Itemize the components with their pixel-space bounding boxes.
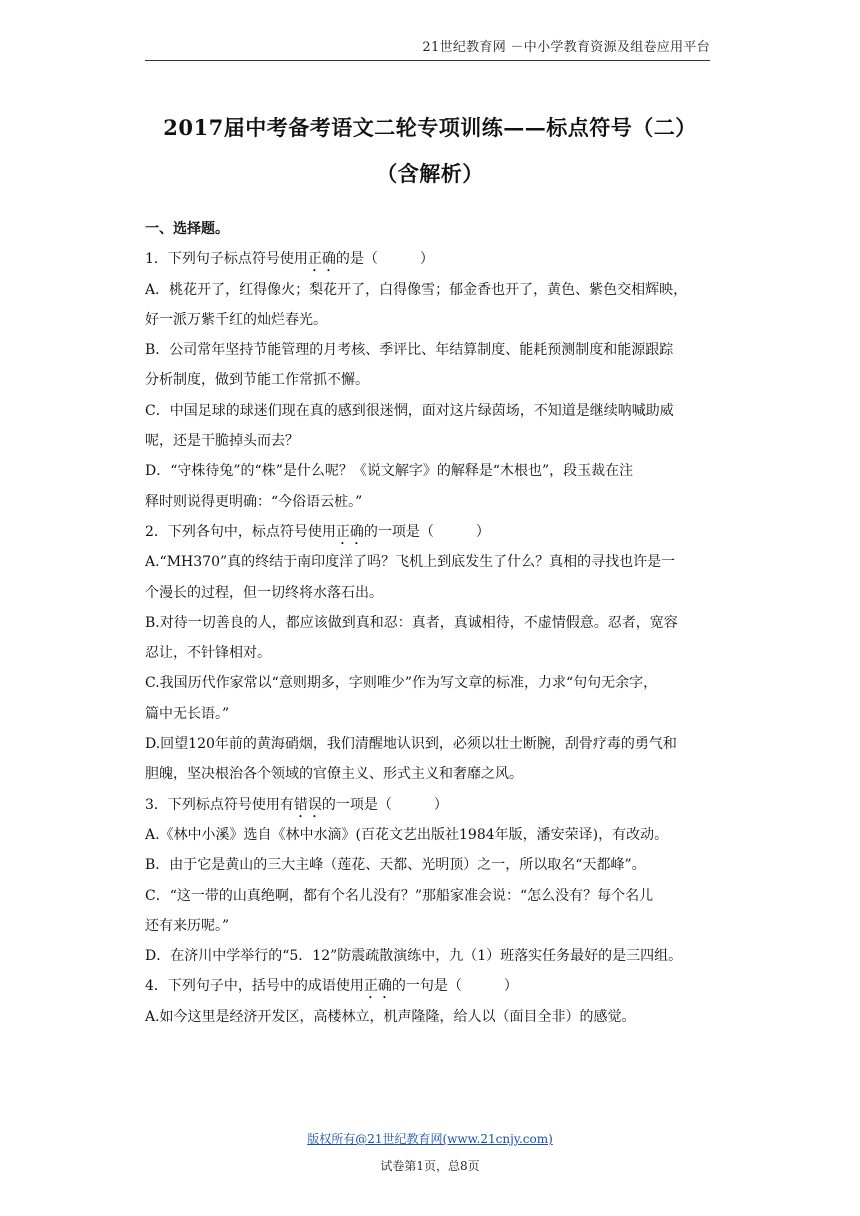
document-subtitle: （含解析） bbox=[376, 161, 484, 186]
question-1-option-c-cont: 呢，还是干脆掉头而去？ bbox=[145, 433, 299, 450]
question-1-stem bbox=[145, 244, 717, 274]
stem-text: 3．下列标点符号使用有 bbox=[145, 796, 294, 813]
question-2-option-c-cont: 篇中无长语。” bbox=[145, 705, 230, 722]
question-3-stem bbox=[145, 790, 717, 820]
emphasis-mark: 错误 bbox=[293, 796, 322, 813]
question-2-option-b: B.对待一切善良的人，都应该做到真和忍：真者，真诚相待，不虚情假意。忍者，宽容 bbox=[145, 614, 678, 631]
question-2-option-d-cont: 胆魄，坚决根治各个领域的官僚主义、形式主义和奢靡之风。 bbox=[145, 766, 523, 783]
question-1-option-c: C．中国足球的球迷们现在真的感到很迷惘，面对这片绿茵场，不知道是继续呐喊助威 bbox=[145, 402, 674, 419]
question-1-option-b-cont: 分析制度，做到节能工作常抓不懈。 bbox=[145, 372, 369, 389]
copyright-link[interactable]: 版权所有@21世纪教育网(www.21cnjy.com) bbox=[307, 1132, 553, 1146]
question-2-option-a-cont: 个漫长的过程，但一切终将水落石出。 bbox=[145, 584, 383, 601]
question-2-option-c: C.我国历代作家常以“意则期多，字则唯少”作为写文章的标准，力求“句句无余字， bbox=[145, 675, 658, 692]
question-1-option-b: B．公司常年坚持节能管理的月考核、季评比、年结算制度、能耗预测制度和能源跟踪 bbox=[145, 342, 674, 359]
question-1-option-a: A．桃花开了，红得像火；梨花开了，白得像雪；郁金香也开了，黄色、紫色交相辉映， bbox=[145, 281, 688, 298]
emphasis-mark: 正确 bbox=[335, 523, 364, 540]
question-3-option-b: B．由于它是黄山的三大主峰（莲花、天都、光明顶）之一，所以取名“天都峰”。 bbox=[145, 857, 646, 874]
question-3-option-a: A.《林中小溪》选自《林中水滴》(百花文艺出版社1984年版，潘安荣译)，有改动。 bbox=[145, 826, 669, 843]
document-title: 2017届中考备考语文二轮专项训练——标点符号（二） bbox=[163, 115, 697, 140]
question-2-option-a: A.“MH370”真的终结于南印度洋了吗？飞机上到底发生了什么？真相的寻找也许是一 bbox=[145, 554, 676, 571]
page-number: 试卷第1页，总8页 bbox=[380, 1159, 480, 1173]
stem-text: 4．下列句子中，括号中的成语使用 bbox=[145, 978, 364, 995]
header-divider bbox=[145, 60, 710, 61]
question-2-option-b-cont: 忍让，不针锋相对。 bbox=[145, 645, 271, 662]
stem-text: 的一项是（ ） bbox=[363, 523, 490, 540]
stem-text: 的一句是（ ） bbox=[391, 978, 518, 995]
emphasis-mark: 正确 bbox=[363, 978, 392, 995]
stem-text: 的一项是（ ） bbox=[321, 796, 448, 813]
question-content bbox=[145, 214, 717, 1032]
question-2-option-d: D.回望120年前的黄海硝烟，我们清醒地认识到，必须以壮士断腕，刮骨疗毒的勇气和 bbox=[145, 736, 677, 753]
question-3-option-d: D．在济川中学举行的“5．12”防震疏散演练中，九（1）班落实任务最好的是三四组。 bbox=[145, 948, 683, 965]
emphasis-mark: 正确 bbox=[307, 251, 336, 268]
section-heading: 一、选择题。 bbox=[145, 221, 229, 237]
stem-text: 1．下列句子标点符号使用 bbox=[145, 251, 308, 268]
question-4-stem bbox=[145, 971, 717, 1001]
question-4-option-a: A.如今这里是经济开发区，高楼林立，机声隆隆，给人以（面目全非）的感觉。 bbox=[145, 1008, 636, 1025]
stem-text: 的是（ ） bbox=[335, 251, 434, 268]
stem-text: 2．下列各句中，标点符号使用 bbox=[145, 523, 336, 540]
question-1-option-d: D．“守株待兔”的“株”是什么呢？《说文解字》的解释是“木根也”，段玉裁在注 bbox=[145, 463, 634, 480]
question-3-option-c: C．“这一带的山真绝啊，都有个名儿没有？”那船家准会说：“怎么没有？每个名儿 bbox=[145, 887, 654, 904]
question-2-stem bbox=[145, 517, 717, 547]
question-1-option-a-cont: 好一派万紫千红的灿烂春光。 bbox=[145, 311, 327, 328]
page-header-text: 21世纪教育网 －中小学教育资源及组卷应用平台 bbox=[422, 40, 710, 55]
question-3-option-c-cont: 还有来历呢。” bbox=[145, 917, 230, 934]
question-1-option-d-cont: 释时则说得更明确：“今俗语云桩。” bbox=[145, 493, 363, 510]
